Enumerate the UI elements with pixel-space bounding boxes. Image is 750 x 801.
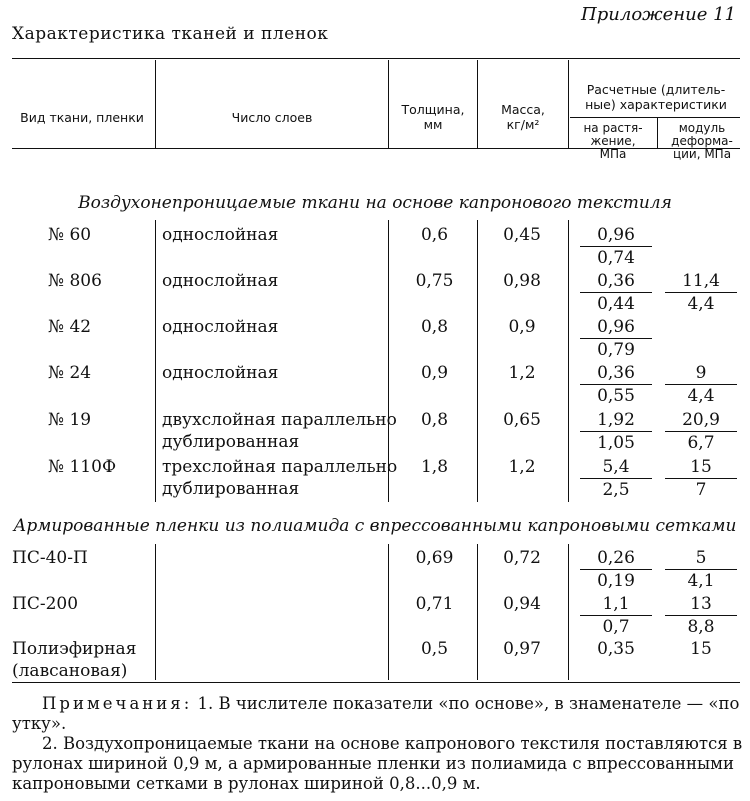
row-tension: 5,4 2,5 [580,456,652,501]
section-title: Воздухонепроницаемые ткани на основе капронового текстиля [78,193,672,213]
section-title: Армированные пленки из полиамида с впрессованными капроновыми сетками [13,516,737,536]
header-tension: на растя- жение, МПа [583,121,643,161]
row-mass: 0,97 [503,639,541,659]
row-thickness: 0,71 [415,594,454,614]
row-name: № 24 [48,363,92,383]
row-tension: 0,35 [597,639,635,659]
header-divider [568,60,569,148]
row-mass: 0,9 [508,317,536,337]
row-modulus: 15 [690,639,712,659]
row-name: № 60 [48,225,92,245]
table-bottom-rule [12,682,740,683]
row-layers: однослойная [162,363,279,383]
header-modulus: модуль деформа- ции, МПа [671,121,733,161]
row-thickness: 0,6 [420,225,449,245]
row-mass: 0,94 [503,594,541,614]
header-divider [388,60,389,148]
row-modulus: 9 4,4 [665,362,737,407]
row-thickness: 0,75 [415,271,454,291]
appendix-label: Приложение 11 [581,4,736,25]
row-tension: 1,92 1,05 [580,409,652,454]
header-divider [477,60,478,148]
row-name: № 19 [48,410,92,430]
table-title: Характеристика тканей и пленок [12,24,329,44]
column-divider [155,220,156,502]
column-divider [388,544,389,680]
row-thickness: 1,8 [420,457,449,477]
row-layers: трехслойная параллельно дублированная [162,457,398,499]
row-tension: 0,36 0,44 [580,270,652,315]
column-divider [477,544,478,680]
row-tension: 1,1 0,7 [580,593,652,638]
row-name: Полиэфирная (лавсановая) [12,639,137,681]
column-divider [155,544,156,680]
row-layers: однослойная [162,317,279,337]
row-mass: 1,2 [508,363,536,383]
header-mass: Масса, кг/м² [501,102,545,132]
row-modulus: 11,4 4,4 [665,270,737,315]
header-design: Расчетные (длитель- ные) характеристики [585,82,727,112]
header-layers: Число слоев [231,110,313,125]
row-thickness: 0,5 [420,639,449,659]
row-name: ПС-40-П [12,548,88,568]
row-modulus: 20,9 6,7 [665,409,737,454]
notes [12,694,744,794]
row-modulus: 15 7 [665,456,737,501]
column-divider [568,544,569,680]
row-tension: 0,26 0,19 [580,547,652,592]
row-tension: 0,96 0,79 [580,316,652,361]
row-tension: 0,96 0,74 [580,224,652,269]
row-mass: 1,2 [508,457,536,477]
row-tension: 0,36 0,55 [580,362,652,407]
header-divider [155,60,156,148]
header-thickness: Толщина, мм [401,102,465,132]
row-mass: 0,98 [503,271,541,291]
header-divider [657,118,658,148]
column-divider [477,220,478,502]
row-name: № 110Ф [48,457,117,477]
row-modulus: 13 8,8 [665,593,737,638]
column-divider [568,220,569,502]
row-mass: 0,45 [503,225,541,245]
row-thickness: 0,8 [420,317,449,337]
header-type: Вид ткани, пленки [20,110,144,125]
row-layers: двухслойная параллельно дублированная [162,410,397,452]
row-mass: 0,65 [503,410,541,430]
row-layers: однослойная [162,271,279,291]
note-2: 2. Воздухопроницаемые ткани на основе капронового текстиля поставляются в рулонах шириной 0,9 м, а армированные пленки из полиамида с впрессованными капроновыми сетками в рулонах шириной 0,8...0,9 м. [12,734,743,793]
header-top-rule [12,58,740,59]
row-mass: 0,72 [503,548,541,568]
row-thickness: 0,8 [420,410,449,430]
row-name: № 42 [48,317,92,337]
row-name: ПС-200 [12,594,79,614]
row-layers: однослойная [162,225,279,245]
row-thickness: 0,9 [420,363,449,383]
header-sub-rule [570,117,740,118]
notes-label: Примечания: [42,694,193,713]
note-1: 1. В числителе показатели «по основе», в знаменателе — «по утку». [12,694,740,733]
row-name: № 806 [48,271,102,291]
row-thickness: 0,69 [415,548,454,568]
row-modulus: 5 4,1 [665,547,737,592]
